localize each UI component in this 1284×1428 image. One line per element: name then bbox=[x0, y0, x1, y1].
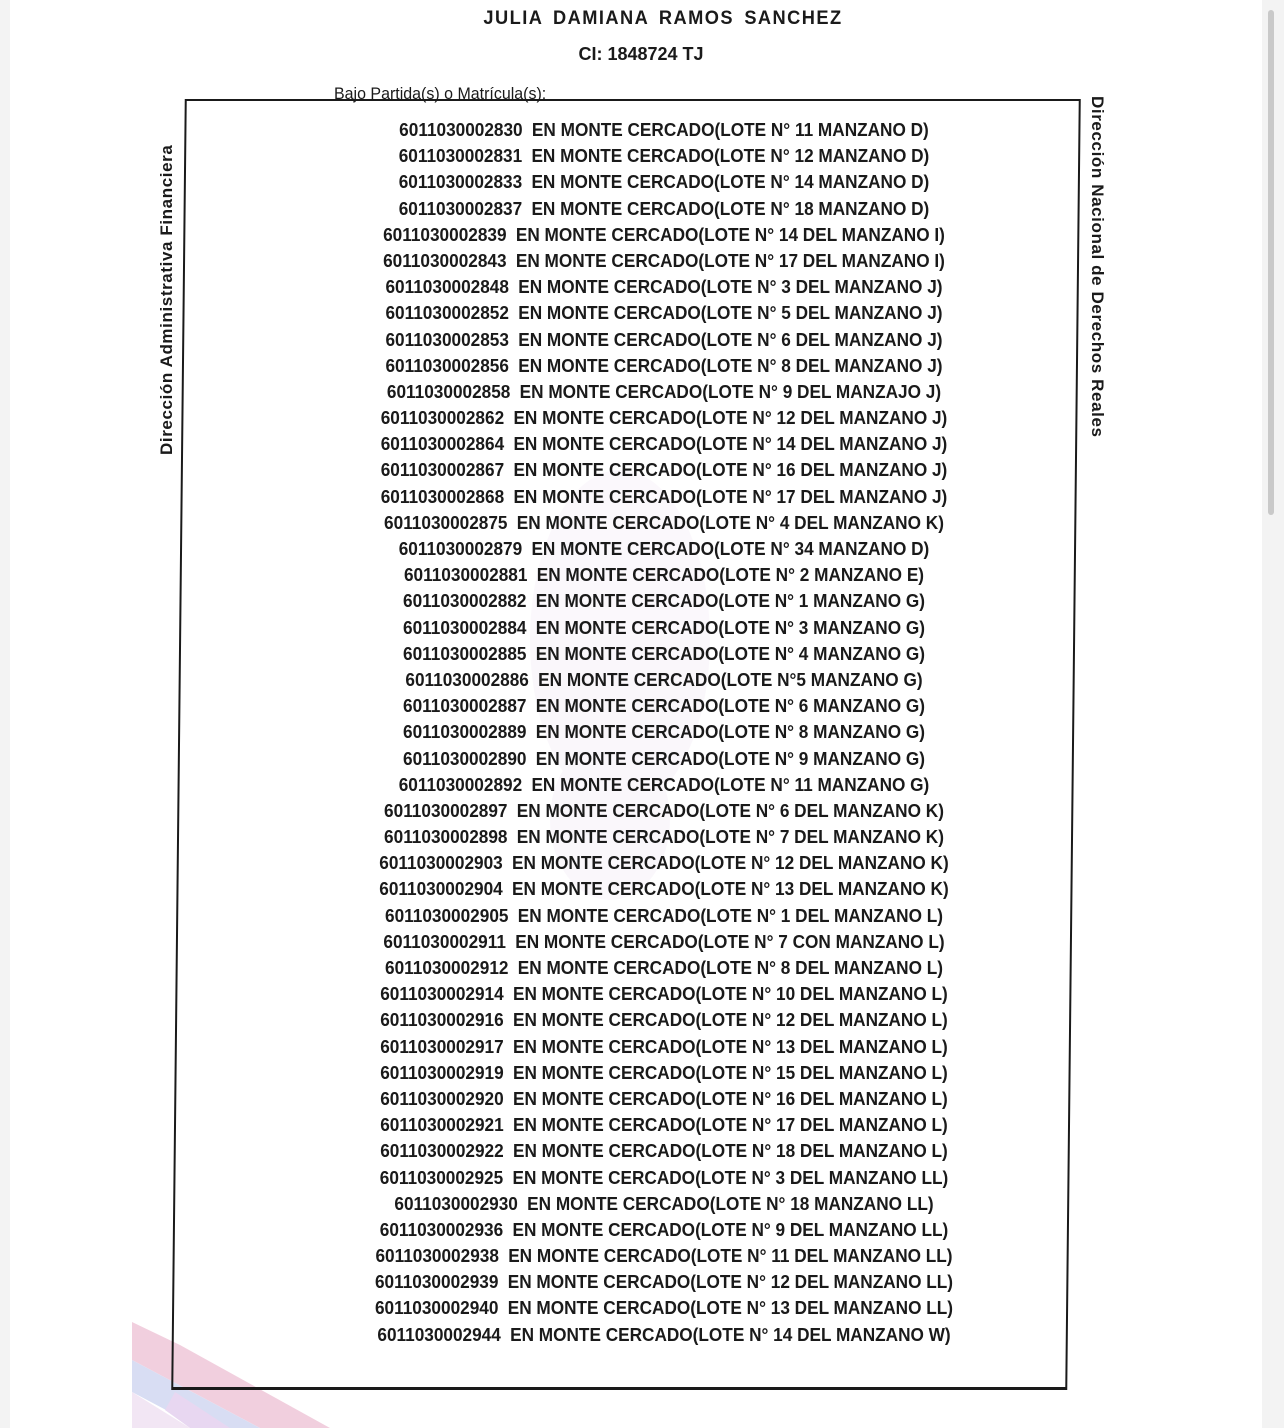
record-description: EN MONTE CERCADO(LOTE N° 12 MANZANO D) bbox=[531, 145, 930, 167]
record-number: 6011030002868 bbox=[380, 485, 505, 507]
record-description: EN MONTE CERCADO(LOTE N° 10 DEL MANZANO L) bbox=[512, 983, 948, 1005]
scrollbar-thumb[interactable] bbox=[1268, 10, 1274, 515]
record-row bbox=[214, 327, 1114, 353]
record-number: 6011030002833 bbox=[398, 171, 523, 193]
record-row bbox=[214, 117, 1114, 143]
record-description: EN MONTE CERCADO(LOTE N° 3 DEL MANZANO LL) bbox=[512, 1166, 949, 1188]
record-number: 6011030002939 bbox=[374, 1271, 499, 1293]
record-number: 6011030002904 bbox=[379, 878, 503, 900]
record-description: EN MONTE CERCADO(LOTE N° 18 MANZANO D) bbox=[531, 197, 930, 219]
record-number: 6011030002852 bbox=[385, 302, 509, 324]
record-description: EN MONTE CERCADO(LOTE N° 4 MANZANO G) bbox=[535, 642, 925, 664]
record-number: 6011030002898 bbox=[384, 826, 508, 848]
record-row bbox=[214, 1086, 1114, 1112]
record-description: EN MONTE CERCADO(LOTE N° 9 MANZANO G) bbox=[535, 747, 925, 769]
record-description: EN MONTE CERCADO(LOTE N° 3 MANZANO G) bbox=[535, 616, 925, 638]
record-description: EN MONTE CERCADO(LOTE N° 6 DEL MANZANO K) bbox=[516, 799, 944, 821]
record-description: EN MONTE CERCADO(LOTE N° 12 DEL MANZANO K) bbox=[512, 852, 949, 874]
record-number: 6011030002911 bbox=[383, 930, 506, 952]
record-row bbox=[214, 405, 1114, 431]
record-number: 6011030002936 bbox=[379, 1218, 504, 1240]
record-number: 6011030002892 bbox=[398, 773, 523, 795]
record-description: EN MONTE CERCADO(LOTE N° 1 MANZANO G) bbox=[535, 590, 925, 612]
record-row bbox=[214, 1322, 1114, 1348]
record-description: EN MONTE CERCADO(LOTE N° 8 DEL MANZANO L) bbox=[517, 957, 943, 978]
record-number: 6011030002830 bbox=[399, 119, 523, 140]
record-description: EN MONTE CERCADO(LOTE N° 11 MANZANO G) bbox=[531, 773, 930, 795]
record-number: 6011030002881 bbox=[403, 564, 528, 586]
record-number: 6011030002856 bbox=[385, 354, 509, 376]
record-row bbox=[214, 196, 1114, 222]
record-row bbox=[214, 1191, 1114, 1217]
record-description: EN MONTE CERCADO(LOTE N° 3 DEL MANZANO J) bbox=[518, 276, 943, 298]
record-row bbox=[214, 588, 1114, 614]
record-number: 6011030002879 bbox=[398, 538, 523, 559]
record-row bbox=[214, 536, 1114, 562]
record-row bbox=[214, 1217, 1114, 1243]
record-row bbox=[214, 1295, 1114, 1321]
record-number: 6011030002890 bbox=[403, 747, 527, 769]
record-description: EN MONTE CERCADO(LOTE N° 14 DEL MANZANO J) bbox=[513, 433, 948, 455]
record-row bbox=[214, 222, 1114, 248]
record-description: EN MONTE CERCADO(LOTE N° 8 DEL MANZANO J) bbox=[518, 354, 943, 376]
record-number: 6011030002919 bbox=[380, 1061, 504, 1083]
side-label-left-text: Dirección Administrativa Financiera bbox=[157, 144, 176, 455]
record-number: 6011030002886 bbox=[405, 668, 529, 690]
record-description: EN MONTE CERCADO(LOTE N° 18 MANZANO LL) bbox=[527, 1192, 934, 1214]
record-description: EN MONTE CERCADO(LOTE N° 17 DEL MANZANO I) bbox=[515, 249, 945, 271]
record-row bbox=[214, 1060, 1114, 1086]
record-number: 6011030002885 bbox=[403, 642, 527, 664]
record-number: 6011030002917 bbox=[380, 1035, 504, 1057]
record-row bbox=[214, 1138, 1114, 1164]
record-row bbox=[214, 431, 1114, 457]
record-row bbox=[214, 1269, 1114, 1295]
record-description: EN MONTE CERCADO(LOTE N° 16 DEL MANZANO L) bbox=[512, 1087, 948, 1109]
record-number: 6011030002920 bbox=[380, 1087, 504, 1109]
record-row bbox=[214, 484, 1114, 510]
record-row bbox=[214, 876, 1114, 902]
record-description: EN MONTE CERCADO(LOTE N° 13 DEL MANZANO LL) bbox=[507, 1297, 954, 1319]
record-number: 6011030002944 bbox=[377, 1323, 501, 1345]
record-row bbox=[214, 510, 1114, 536]
side-label-right-text: Dirección Nacional de Derechos Reales bbox=[1088, 96, 1107, 438]
record-number: 6011030002862 bbox=[380, 407, 505, 429]
record-row bbox=[214, 1165, 1114, 1191]
record-row bbox=[214, 929, 1114, 955]
record-row bbox=[214, 615, 1114, 641]
record-description: EN MONTE CERCADO(LOTE N° 14 MANZANO D) bbox=[531, 171, 930, 193]
record-number: 6011030002843 bbox=[383, 249, 507, 271]
record-description: EN MONTE CERCADO(LOTE N° 6 MANZANO G) bbox=[535, 695, 925, 717]
record-row bbox=[214, 300, 1114, 326]
record-number: 6011030002912 bbox=[385, 957, 509, 978]
records-list bbox=[180, 117, 1148, 1348]
record-row bbox=[214, 353, 1114, 379]
record-description: EN MONTE CERCADO(LOTE N° 7 DEL MANZANO K) bbox=[516, 826, 944, 848]
record-description: EN MONTE CERCADO(LOTE N° 5 DEL MANZANO J) bbox=[518, 302, 943, 324]
record-number: 6011030002884 bbox=[403, 616, 527, 638]
record-description: EN MONTE CERCADO(LOTE N° 13 DEL MANZANO L) bbox=[512, 1035, 948, 1057]
record-number: 6011030002889 bbox=[403, 721, 527, 743]
record-number: 6011030002853 bbox=[385, 328, 509, 350]
record-row bbox=[214, 379, 1114, 405]
record-row bbox=[214, 1007, 1114, 1033]
record-description: EN MONTE CERCADO(LOTE N° 1 DEL MANZANO L) bbox=[517, 904, 943, 926]
record-description: EN MONTE CERCADO(LOTE N° 4 DEL MANZANO K) bbox=[516, 511, 944, 533]
record-number: 6011030002903 bbox=[379, 852, 503, 874]
record-number: 6011030002858 bbox=[386, 380, 511, 402]
record-row bbox=[214, 1034, 1114, 1060]
record-number: 6011030002916 bbox=[380, 1009, 504, 1031]
record-row bbox=[214, 903, 1114, 929]
record-description: EN MONTE CERCADO(LOTE N° 18 DEL MANZANO L) bbox=[512, 1140, 948, 1162]
record-description: EN MONTE CERCADO(LOTE N° 11 MANZANO D) bbox=[531, 119, 929, 140]
record-row bbox=[214, 824, 1114, 850]
record-description: EN MONTE CERCADO(LOTE N° 9 DEL MANZAJO J) bbox=[519, 380, 942, 402]
record-number: 6011030002887 bbox=[403, 695, 527, 717]
record-row bbox=[214, 719, 1114, 745]
record-description: EN MONTE CERCADO(LOTE N° 17 DEL MANZANO L) bbox=[512, 1114, 948, 1136]
record-description: EN MONTE CERCADO(LOTE N°5 MANZANO G) bbox=[538, 668, 923, 690]
record-row bbox=[214, 641, 1114, 667]
record-row bbox=[214, 798, 1114, 824]
record-description: EN MONTE CERCADO(LOTE N° 14 DEL MANZANO W) bbox=[510, 1323, 951, 1345]
record-row bbox=[214, 746, 1114, 772]
record-row bbox=[214, 693, 1114, 719]
record-row bbox=[214, 274, 1114, 300]
record-number: 6011030002930 bbox=[394, 1192, 518, 1214]
record-description: EN MONTE CERCADO(LOTE N° 16 DEL MANZANO J) bbox=[513, 459, 948, 481]
record-row bbox=[214, 562, 1114, 588]
record-row bbox=[214, 667, 1114, 693]
record-number: 6011030002925 bbox=[379, 1166, 504, 1188]
record-description: EN MONTE CERCADO(LOTE N° 34 MANZANO D) bbox=[531, 538, 930, 559]
record-row bbox=[214, 850, 1114, 876]
list-label: Bajo Partida(s) o Matrícula(s): bbox=[334, 84, 547, 103]
record-row bbox=[214, 1243, 1114, 1269]
record-description: EN MONTE CERCADO(LOTE N° 17 DEL MANZANO J) bbox=[513, 485, 948, 507]
record-number: 6011030002940 bbox=[374, 1297, 499, 1319]
record-description: EN MONTE CERCADO(LOTE N° 8 MANZANO G) bbox=[535, 721, 925, 743]
record-number: 6011030002831 bbox=[398, 145, 523, 167]
record-number: 6011030002837 bbox=[398, 197, 523, 219]
record-description: EN MONTE CERCADO(LOTE N° 15 DEL MANZANO L) bbox=[512, 1061, 948, 1083]
record-number: 6011030002848 bbox=[385, 276, 509, 298]
record-description: EN MONTE CERCADO(LOTE N° 14 DEL MANZANO I) bbox=[515, 223, 945, 245]
record-number: 6011030002882 bbox=[403, 590, 527, 612]
record-number: 6011030002875 bbox=[384, 511, 508, 533]
record-description: EN MONTE CERCADO(LOTE N° 6 DEL MANZANO J) bbox=[518, 328, 943, 350]
record-number: 6011030002914 bbox=[380, 983, 504, 1005]
record-row bbox=[214, 981, 1114, 1007]
record-description: EN MONTE CERCADO(LOTE N° 12 DEL MANZANO J) bbox=[513, 407, 948, 429]
record-description: EN MONTE CERCADO(LOTE N° 13 DEL MANZANO K) bbox=[512, 878, 949, 900]
record-description: EN MONTE CERCADO(LOTE N° 2 MANZANO E) bbox=[536, 564, 925, 586]
record-row bbox=[214, 1112, 1114, 1138]
record-number: 6011030002938 bbox=[375, 1245, 499, 1267]
record-number: 6011030002839 bbox=[383, 223, 507, 245]
record-number: 6011030002867 bbox=[380, 459, 505, 481]
record-row bbox=[214, 457, 1114, 483]
record-row bbox=[214, 955, 1114, 981]
record-row bbox=[214, 248, 1114, 274]
record-description: EN MONTE CERCADO(LOTE N° 9 DEL MANZANO LL) bbox=[512, 1218, 949, 1240]
holder-ci: CI: 1848724 TJ bbox=[578, 44, 704, 64]
record-number: 6011030002922 bbox=[380, 1140, 504, 1162]
record-number: 6011030002897 bbox=[384, 799, 508, 821]
record-description: EN MONTE CERCADO(LOTE N° 7 CON MANZANO L) bbox=[515, 930, 945, 952]
record-row bbox=[214, 143, 1114, 169]
record-description: EN MONTE CERCADO(LOTE N° 11 DEL MANZANO LL) bbox=[508, 1245, 953, 1267]
record-number: 6011030002864 bbox=[380, 433, 505, 455]
record-description: EN MONTE CERCADO(LOTE N° 12 DEL MANZANO L) bbox=[512, 1009, 948, 1031]
record-row bbox=[214, 772, 1114, 798]
record-number: 6011030002905 bbox=[385, 904, 509, 926]
record-number: 6011030002921 bbox=[380, 1114, 504, 1136]
record-description: EN MONTE CERCADO(LOTE N° 12 DEL MANZANO LL) bbox=[507, 1271, 954, 1293]
holder-name: JULIA DAMIANA RAMOS SANCHEZ bbox=[483, 8, 843, 29]
record-row bbox=[214, 169, 1114, 195]
